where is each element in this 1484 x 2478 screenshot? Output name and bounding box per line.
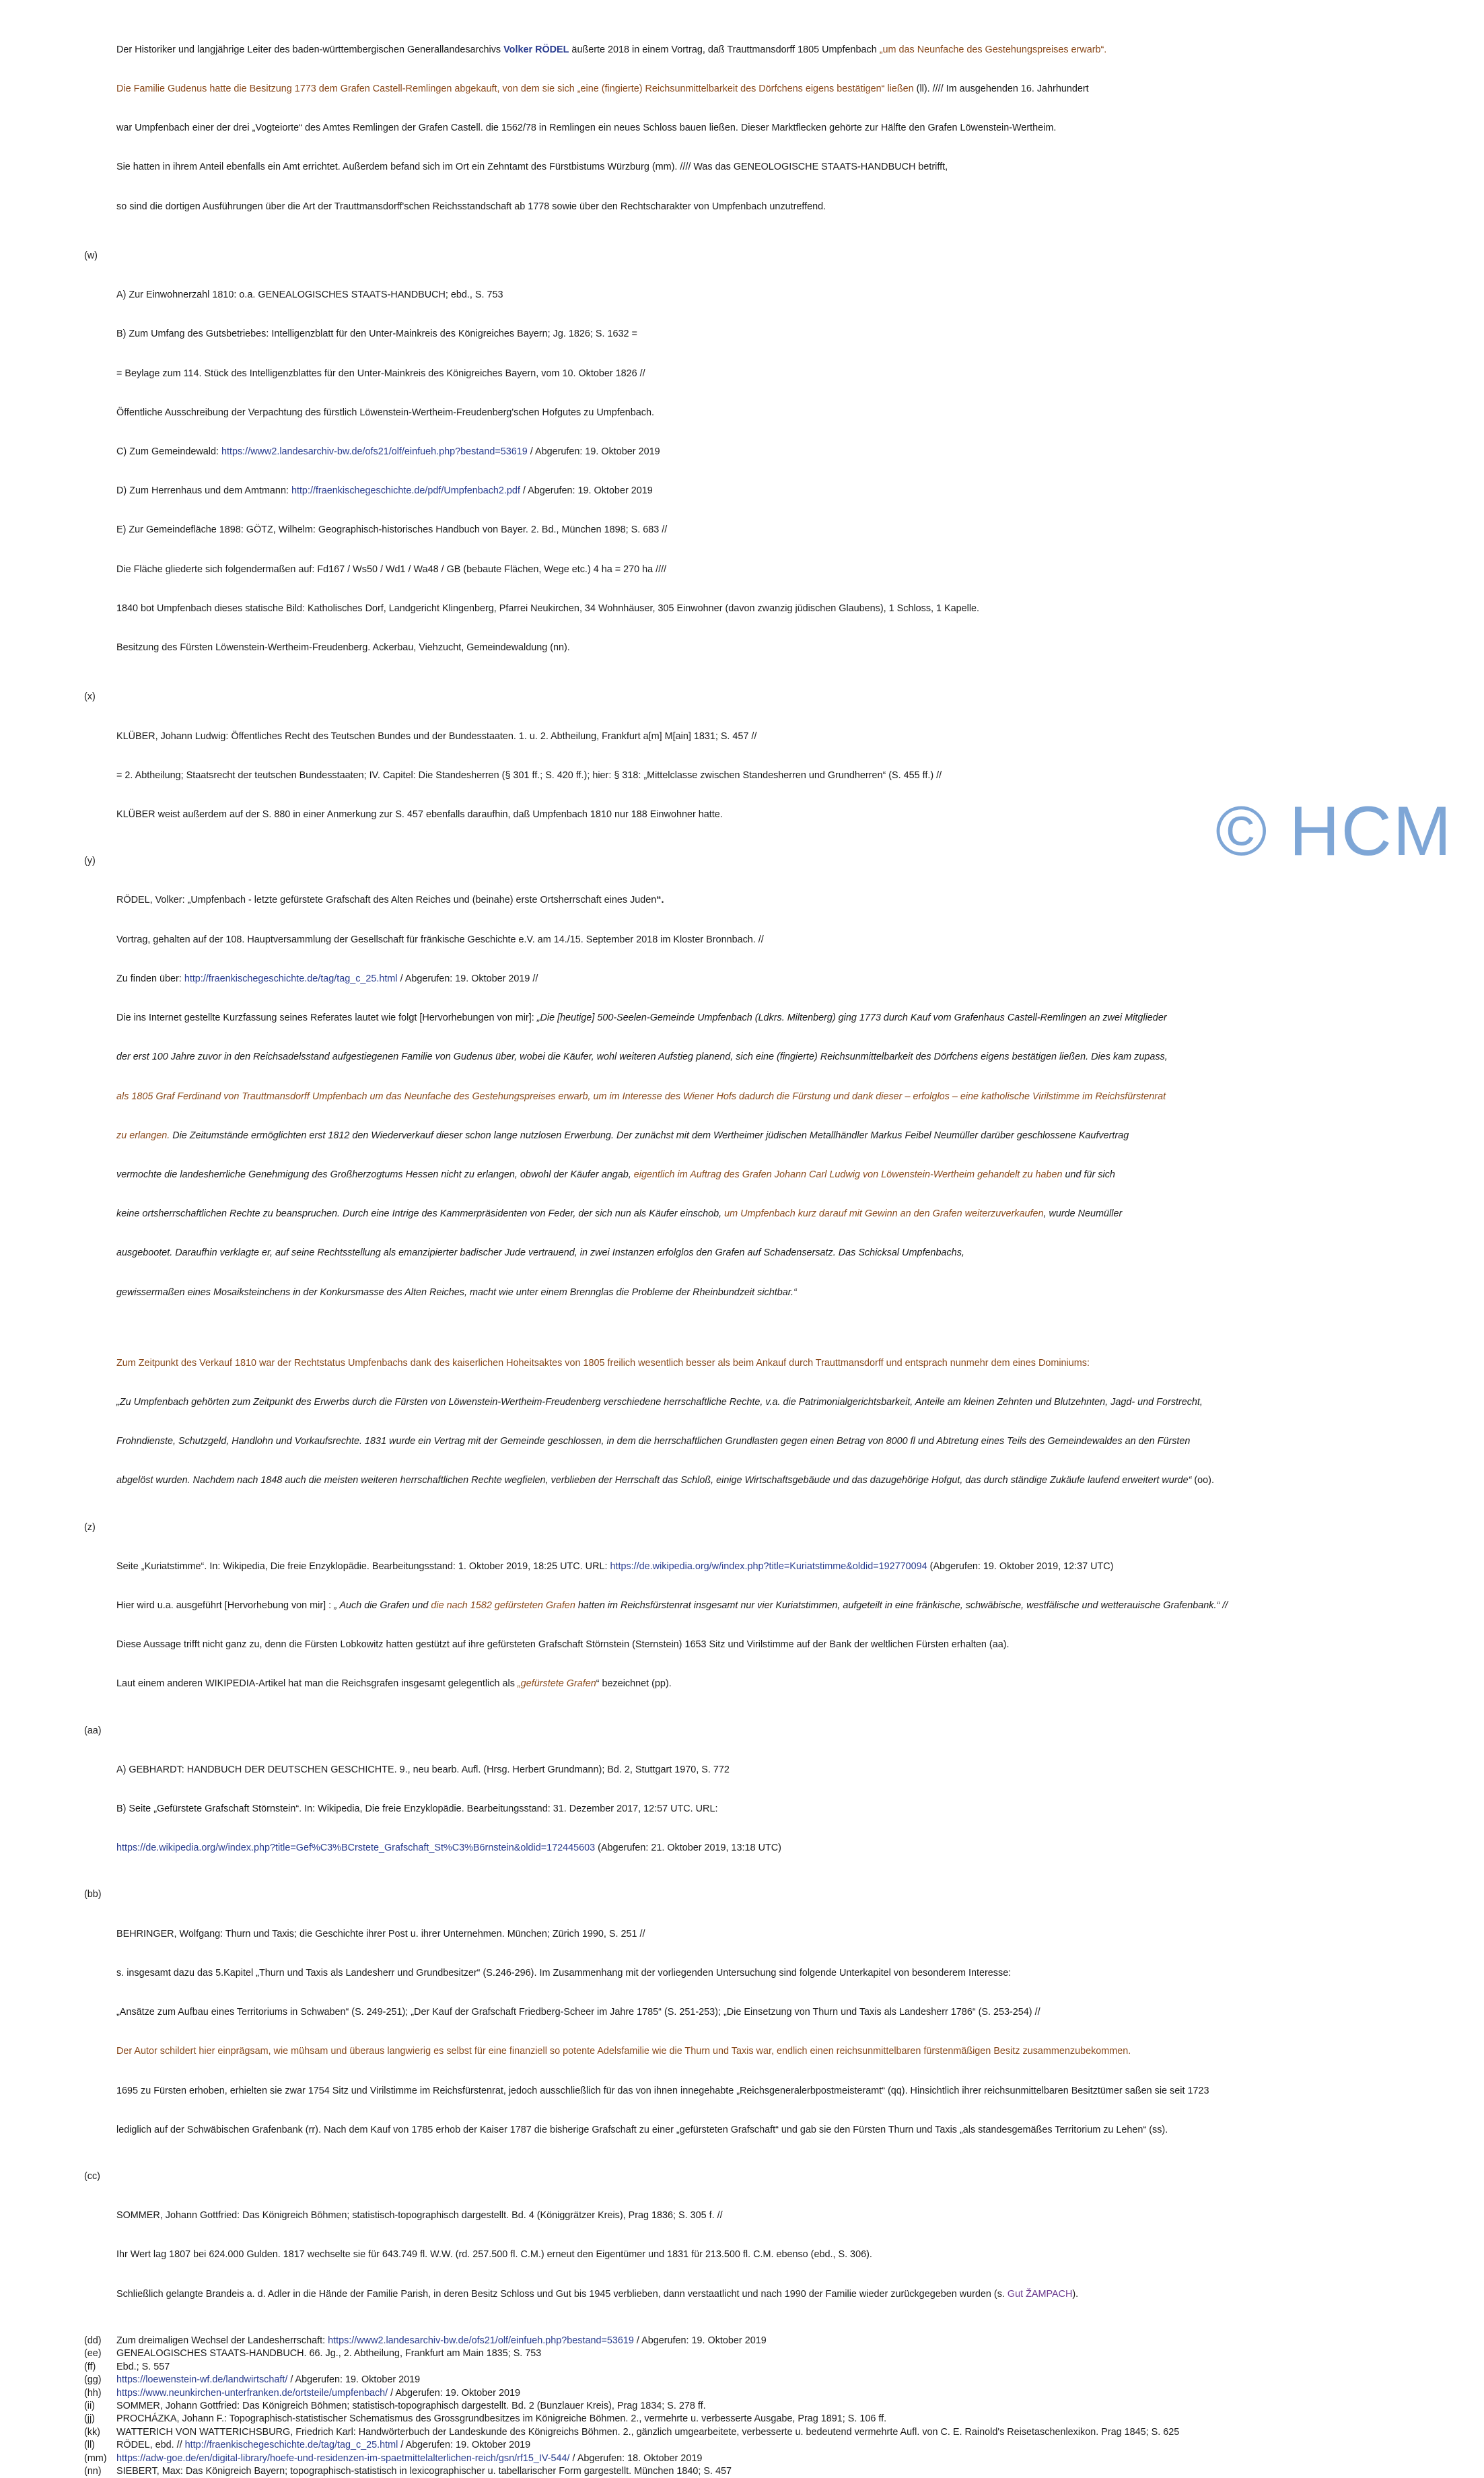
quote-highlight: „um das Neunfache des Gestehungspreises erwarb“.: [879, 44, 1107, 55]
footnote-label: (ee): [84, 2348, 102, 2360]
source-link[interactable]: https://de.wikipedia.org/w/index.php?title=Gef%C3%BCrstete_Grafschaft_St%C3%B6rnstein&oldid=172445603: [116, 1843, 596, 1854]
footnote-line: [116, 2374, 1484, 2386]
footnote-line: B) Seite „Gefürstete Grafschaft Störnstein“. In: Wikipedia, Die freie Enzyklopädie. Bearbeitungsstand: 31. Dezember 2017, 12:57 UTC. URL:: [116, 1803, 718, 1815]
footnote-line: [116, 1678, 1484, 1690]
footnote-text: Zu finden über:: [116, 973, 184, 984]
source-link[interactable]: https://www2.landesarchiv-bw.de/ofs21/olf/einfueh.php?bestand=53619: [328, 2335, 634, 2346]
footnote-bb: [0, 1888, 1484, 2163]
quote-highlight: eigentlich im Auftrag des Grafen Johann Carl Ludwig von Löwenstein-Wertheim gehandelt zu haben: [633, 1169, 1063, 1180]
footnote-label: (ii): [84, 2400, 95, 2411]
footnote-line: = 2. Abtheilung; Staatsrecht der teutschen Bundesstaaten; IV. Capitel: Die Standesherren (§ 301 ff.; S. 420 ff.); hier: § 318: „Mittelclasse zwischen Standesherren und Grundherren“ (S. 455 ff.) //: [116, 769, 942, 781]
footnote-text: (Abgerufen: 21. Oktober 2019, 13:18 UTC): [595, 1843, 781, 1854]
footnote-line: = Beylage zum 114. Stück des Intelligenzblattes für den Unter-Mainkreis des Königreiches Bayern, vom 10. Oktober 1826 //: [116, 368, 645, 379]
footnote-line: [116, 1560, 1484, 1573]
watermark-text: HCM: [1268, 792, 1453, 870]
footnote-line: s. insgesamt dazu das 5.Kapitel „Thurn und Taxis als Landesherr und Grundbesitzer“ (S.246-296). Im Zusammenhang mit der vorliegenden Untersuchung sind folgende Unterkapitel von besonderem Interesse:: [116, 1967, 1012, 1978]
quote-text: „ Auch die Grafen und: [334, 1599, 431, 1611]
source-link[interactable]: https://www.neunkirchen-unterfranken.de/ortsteile/umpfenbach/: [116, 2387, 388, 2399]
footnote-line: E) Zur Gemeindefläche 1898: GÖTZ, Wilhelm: Geographisch-historisches Handbuch von Bayer. 2. Bd., München 1898; S. 683 //: [116, 524, 668, 536]
quote-highlight: als 1805 Graf Ferdinand von Trauttmansdorff Umpfenbach um das Neunfache des Gestehungspreises erwarb, um im Interesse des Wiener Hofs dadurch die Fürstung und dank dieser – erfolglos – eine katholische Virilstimme im Reichsfürstenrat: [116, 1091, 1166, 1102]
footnote-line: [116, 2465, 1484, 2478]
quote-text: keine ortsherrschaftlichen Rechte zu beanspruchen. Durch eine Intrige des Kammerpräsidenten von Feder, der sich nun als Käufer einschob,: [116, 1208, 725, 1220]
intro-paragraph: [0, 18, 1484, 240]
footnote-text: (oo).: [1191, 1475, 1214, 1486]
footnote-label: (jj): [84, 2413, 95, 2425]
document-page: [0, 18, 1484, 2478]
footnote-line: [116, 973, 1484, 986]
footnote-line: [116, 485, 1484, 497]
footnote-entry: [0, 2387, 1484, 2400]
footnote-text: WATTERICH VON WATTERICHSBURG, Friedrich Karl: Handwörterbuch der Landeskunde des Königreichs Böhmen. 2., gänzlich umgearbeitete, verbesserte u. bedeutend vermehrte Aufl. von C. E. Rainold's Reisetaschenlexikon. Prag 1845; S. 625: [116, 2426, 1180, 2438]
cross-reference-link[interactable]: Gut ŽAMPACH: [1007, 2288, 1073, 2300]
footnote-label: (kk): [84, 2426, 100, 2438]
footnote-label: (w): [84, 250, 98, 261]
source-link[interactable]: https://adw-goe.de/en/digital-library/hoefe-und-residenzen-im-spaetmittelalterlichen-reich/gsn/rf15_IV-544/: [116, 2452, 570, 2464]
footnote-line: Ihr Wert lag 1807 bei 624.000 Gulden. 1817 wechselte sie für 643.749 fl. W.W. (rd. 257.500 fl. C.M.) erneut den Eigentümer und 1831 für 213.500 fl. C.M. ebenso (ebd., S. 306).: [116, 2249, 872, 2261]
footnote-line: [116, 1012, 1484, 1025]
footnote-text: C) Zum Gemeindewald:: [116, 446, 221, 457]
footnote-text: / Abgerufen: 18. Oktober 2019: [569, 2452, 703, 2464]
footnote-line: [116, 2452, 1484, 2465]
footnote-line: KLÜBER, Johann Ludwig: Öffentliches Recht des Teutschen Bundes und der Bundesstaaten. 1. u. 2. Abtheilung, Frankfurt a[m] M[ain] 1831; S. 457 //: [116, 730, 757, 742]
footnote-text: ).: [1072, 2288, 1079, 2300]
source-link[interactable]: http://fraenkischegeschichte.de/pdf/Umpfenbach2.pdf: [291, 485, 520, 497]
footnote-label: (y): [84, 856, 96, 867]
footnote-text: (Abgerufen: 19. Oktober 2019, 12:37 UTC): [927, 1560, 1114, 1572]
quote-highlight: um Umpfenbach kurz darauf mit Gewinn an den Grafen weiterzuverkaufen: [724, 1208, 1044, 1220]
footnote-text: GENEALOGISCHES STAATS-HANDBUCH. 66. Jg., 2. Abtheilung, Frankfurt am Main 1835; S. 753: [116, 2348, 542, 2360]
quote-line: ausgebootet. Daraufhin verklagte er, auf seine Rechtsstellung als emanzipierter badischer Jude vertrauend, in zwei Instanzen erfolglos den Grafen auf Schadensersatz. Das Schicksal Umpfenbachs,: [116, 1247, 964, 1259]
footnote-line: Besitzung des Fürsten Löwenstein-Wertheim-Freudenberg. Ackerbau, Viehzucht, Gemeindewaldung (nn).: [116, 642, 570, 654]
quote-highlight: die nach 1582 gefürsteten Grafen: [431, 1599, 575, 1611]
footnote-line: SOMMER, Johann Gottfried: Das Königreich Böhmen; statistisch-topographisch dargestellt. Bd. 4 (Königgrätzer Kreis), Prag 1836; S. 305 f. //: [116, 2210, 723, 2222]
author-name: Volker RÖDEL: [503, 44, 569, 55]
quote-line: [116, 1208, 1484, 1220]
quote-line: gewissermaßen eines Mosaiksteinchens in der Konkursmasse des Alten Reiches, macht wie unter einem Brennglas die Probleme der Rheinbundzeit sichtbar.“: [116, 1286, 797, 1298]
footnote-label: (dd): [84, 2335, 102, 2346]
footnote-text: SOMMER, Johann Gottfried: Das Königreich Böhmen; statistisch-topographisch dargestellt. Bd. 2 (Bunzlauer Kreis), Prag 1834; S. 278 ff.: [116, 2400, 706, 2411]
source-link[interactable]: https://de.wikipedia.org/w/index.php?title=Kuriatstimme&oldid=192770094: [610, 1560, 927, 1572]
intro-line-4: Sie hatten in ihrem Anteil ebenfalls ein Amt errichtet. Außerdem befand sich im Ort ein Zehntamt des Fürstbistums Würzburg (mm). //// Was das GENEOLOGISCHE STAATS-HANDBUCH betrifft,: [116, 162, 948, 173]
footnote-label: (gg): [84, 2374, 102, 2386]
footnote-line: A) Zur Einwohnerzahl 1810: o.a. GENEALOGISCHES STAATS-HANDBUCH; ebd., S. 753: [116, 289, 503, 301]
footnote-line: [116, 2400, 1484, 2413]
footnote-text: Die ins Internet gestellte Kurzfassung seines Referates lautet wie folgt [Hervorhebungen von mir]:: [116, 1012, 537, 1024]
quote-line: [116, 1169, 1484, 1181]
footnote-y: [0, 855, 1484, 1513]
source-link[interactable]: https://www2.landesarchiv-bw.de/ofs21/olf/einfueh.php?bestand=53619: [221, 446, 528, 457]
footnote-entry: [0, 2347, 1484, 2360]
footnote-text: RÖDEL, Volker: „Umpfenbach - letzte gefürstete Grafschaft des Alten Reiches und (beinahe) erste Ortsherrschaft eines Juden: [116, 895, 657, 906]
quote-text: , wurde Neumüller: [1043, 1208, 1123, 1220]
footnote-text: Laut einem anderen WIKIPEDIA-Artikel hat man die Reichsgrafen insgesamt gelegentlich als: [116, 1678, 518, 1690]
intro-line-2: [116, 83, 1484, 96]
quote-line: der erst 100 Jahre zuvor in den Reichsadelsstand aufgestiegenen Familie von Gudenus über, wobei die Käufer, wohl weiteren Aufstieg planend, sich eine (fingierte) Reichsunmittelbarkeit des Dörfchens eigens bestätigen ließen. Dies kam zupass,: [116, 1052, 1168, 1063]
footnote-line: [116, 1842, 1484, 1855]
footnote-text: Hier wird u.a. ausgeführt [Hervorhebung von mir] :: [116, 1599, 334, 1611]
footnote-line: 1695 zu Fürsten erhoben, erhielten sie zwar 1754 Sitz und Virilstimme im Reichsfürstenrat, jedoch ausschließlich für das von ihnen innegehabte „Reichsgeneralerbpostmeisteramt“ (qq). Hinsichtlich ihrer reichsunmittelbaren Besitztümer saßen sie seit 1723: [116, 2085, 1209, 2096]
quote-highlight: zu erlangen.: [116, 1130, 170, 1141]
footnote-text: D) Zum Herrenhaus und dem Amtmann:: [116, 485, 291, 497]
footnote-text: RÖDEL, ebd. //: [116, 2440, 185, 2451]
source-link[interactable]: https://loewenstein-wf.de/landwirtschaft/: [116, 2374, 288, 2386]
footnote-line: [116, 2387, 1484, 2400]
footnote-entry: [0, 2426, 1484, 2439]
footnote-line: „Ansätze zum Aufbau eines Territoriums in Schwaben“ (S. 249-251); „Der Kauf der Grafschaft Friedberg-Scheer im Jahre 1785“ (S. 251-253); „Die Einsetzung von Thurn und Taxis als Landesherr 1786“ (S. 253-254) //: [116, 2007, 1040, 2018]
footnote-line: [116, 2361, 1484, 2374]
quote-line: Frohndienste, Schutzgeld, Handlohn und Vorkaufsrechte. 1831 wurde ein Vertrag mit der Gemeinde geschlossen, in dem die herrschaftlichen Grundlasten gegen einen Betrag von 8000 fl und Abtretung eines Teils des Gemeindewaldes an den Fürsten: [116, 1436, 1191, 1447]
quote-line: [116, 1130, 1484, 1142]
footnote-line: [116, 1599, 1484, 1612]
footnote-line: lediglich auf der Schwäbischen Grafenbank (rr). Nach dem Kauf von 1785 erhob der Kaiser 1787 die bisherige Grafschaft zu einer „gefürsteten Grafschaft“ und gab sie den Fürsten Thurn und Taxis „als standesgemäßes Territorium zu Lehen“ (ss).: [116, 2124, 1168, 2135]
footnote-line: A) GEBHARDT: HANDBUCH DER DEUTSCHEN GESCHICHTE. 9., neu bearb. Aufl. (Hrsg. Herbert Grundmann); Bd. 2, Stuttgart 1970, S. 772: [116, 1764, 730, 1775]
footnote-line: BEHRINGER, Wolfgang: Thurn und Taxis; die Geschichte ihrer Post u. ihrer Unternehmen. München; Zürich 1990, S. 251 //: [116, 1928, 645, 1939]
footnote-text: “ bezeichnet (pp).: [596, 1678, 672, 1690]
footnote-text: “.: [656, 895, 664, 906]
footnote-cc: [0, 2170, 1484, 2327]
footnote-entry: [0, 2374, 1484, 2386]
footnote-text: PROCHÁZKA, Johann F.: Topographisch-statistischer Schematismus des Grossgrundbesitzes im Königreiche Böhmen. 2., vermehrte u. verbesserte Ausgabe, Prag 1891; S. 106 ff.: [116, 2413, 887, 2425]
quote-text: abgelöst wurden. Nachdem nach 1848 auch die meisten weiteren herrschaftlichen Rechte wegfielen, verblieben der Herrschaft das Schloß, einige Wirtschaftsgebäude und das dazugehörige Hofgut, das durch ständige Zukäufe laufend erweitert wurde“: [116, 1475, 1192, 1486]
footnote-line: B) Zum Umfang des Gutsbetriebes: Intelligenzblatt für den Unter-Mainkreis des Königreiches Bayern; Jg. 1826; S. 1632 =: [116, 329, 637, 340]
footnote-text: / Abgerufen: 19. Oktober 2019: [520, 485, 653, 497]
footnote-text: Ebd.; S. 557: [116, 2361, 170, 2372]
footnote-entry: [0, 2400, 1484, 2413]
footnote-label: (mm): [84, 2452, 107, 2464]
quote-line: „Zu Umpfenbach gehörten zum Zeitpunkt des Erwerbs durch die Fürsten von Löwenstein-Wertheim-Freudenberg verschiedene herrschaftliche Rechte, v.a. die Patrimonialgerichtsbarkeit, Anteile am kleinen Zehnten und Blutzehnten, Jagd- und Forstrecht,: [116, 1396, 1203, 1408]
footnote-text: / Abgerufen: 19. Oktober 2019: [527, 446, 660, 457]
footnote-line: [116, 2426, 1484, 2439]
emphasis-line: Der Autor schildert hier einprägsam, wie mühsam und überaus langwierig es selbst für eine finanziell so potente Adelsfamilie wie die Thurn und Taxis war, endlich einen reichsunmittelbaren fürstenmäßigen Besitz zusammenzubekommen.: [116, 2046, 1131, 2057]
footnote-text: / Abgerufen: 19. Oktober 2019: [398, 2440, 531, 2451]
footnote-line: [116, 2413, 1484, 2425]
footnote-text: Schließlich gelangte Brandeis a. d. Adler in die Hände der Familie Parish, in deren Besitz Schloss und Gut bis 1945 verblieben, dann verstaatlicht und nach 1990 der Familie wieder zurückgegeben wurden (s.: [116, 2288, 1008, 2300]
intro-text: Der Historiker und langjährige Leiter des baden-württembergischen Generallandesarchivs: [116, 44, 504, 55]
intro-line-5: so sind die dortigen Ausführungen über die Art der Trauttmansdorff'schen Reichsstandschaft ab 1778 sowie über den Rechtscharakter von Umpfenbach unzutreffend.: [116, 201, 826, 212]
intro-line-3: war Umpfenbach einer der drei „Vogteiorte“ des Amtes Remlingen der Grafen Castell. die 1562/78 in Remlingen ein neues Schloss bauen ließen. Dieser Marktflecken gehörte zur Hälfte den Grafen Löwenstein-Wertheim.: [116, 123, 1057, 134]
quote-text: hatten im Reichsfürstenrat insgesamt nur vier Kuriatstimmen, aufgeteilt in eine fränkische, schwäbische, westfälische und wetterauische Grafenbank.“ //: [575, 1599, 1228, 1611]
footnote-line: Diese Aussage trifft nicht ganz zu, denn die Fürsten Lobkowitz hatten gestützt auf ihre gefürsteten Grafschaft Störnstein (Sternstein) 1653 Sitz und Virilstimme auf der Bank der weltlichen Fürsten erhalten (aa).: [116, 1639, 1010, 1651]
footnote-entry: [0, 2439, 1484, 2452]
footnote-label: (nn): [84, 2465, 102, 2477]
source-link[interactable]: http://fraenkischegeschichte.de/tag/tag_c_25.html: [184, 973, 398, 984]
footnote-label: (ff): [84, 2361, 96, 2372]
footnote-list: [0, 2335, 1484, 2478]
footnote-entry: [0, 2452, 1484, 2465]
footnote-entry: [0, 2335, 1484, 2347]
footnote-z: [0, 1521, 1484, 1717]
footnote-line: Öffentliche Ausschreibung der Verpachtung des fürstlich Löwenstein-Wertheim-Freudenberg'schen Hofgutes zu Umpfenbach.: [116, 407, 654, 418]
footnote-text: / Abgerufen: 19. Oktober 2019 //: [397, 973, 538, 984]
footnote-text: / Abgerufen: 19. Oktober 2019: [388, 2387, 520, 2399]
footnote-line: [116, 446, 1484, 458]
footnote-text: SIEBERT, Max: Das Königreich Bayern; topographisch-statistisch in lexicographischer u. tabellarischer Form gargestellt. München 1840; S. 457: [116, 2465, 732, 2477]
intro-line-1: [116, 44, 1484, 57]
footnote-line: [116, 894, 1484, 907]
footnote-line: Vortrag, gehalten auf der 108. Hauptversammlung der Gesellschaft für fränkische Geschichte e.V. am 14./15. September 2018 im Kloster Bronnbach. //: [116, 934, 764, 945]
footnote-entry: [0, 2361, 1484, 2374]
copyright-icon: ©: [1215, 792, 1269, 870]
footnote-text: Seite „Kuriatstimme“. In: Wikipedia, Die freie Enzyklopädie. Bearbeitungsstand: 1. Oktober 2019, 18:25 UTC. URL:: [116, 1560, 610, 1572]
footnote-text: Zum dreimaligen Wechsel der Landesherrschaft:: [116, 2335, 328, 2346]
footnote-entry: [0, 2413, 1484, 2425]
footnote-label: (x): [84, 691, 96, 703]
emphasis-line: Zum Zeitpunkt des Verkauf 1810 war der Rechtstatus Umpfenbachs dank des kaiserlichen Hoheitsaktes von 1805 freilich wesentlich besser als beim Ankauf durch Trauttmansdorff und entsprach nunmehr dem eines Dominiums:: [116, 1357, 1090, 1369]
footnote-text: / Abgerufen: 19. Oktober 2019: [287, 2374, 421, 2386]
quote-text: vermochte die landesherrliche Genehmigung des Großherzogtums Hessen nicht zu erlangen, obwohl der Käufer angab,: [116, 1169, 634, 1180]
footnote-aa: [0, 1725, 1484, 1882]
footnote-line: [116, 2335, 1484, 2347]
source-link[interactable]: http://fraenkischegeschichte.de/tag/tag_c_25.html: [184, 2440, 398, 2451]
intro-text: äußerte 2018 in einem Vortrag, daß Trauttmansdorff 1805 Umpfenbach: [569, 44, 880, 55]
footnote-label: (bb): [84, 1889, 102, 1900]
footnote-line: KLÜBER weist außerdem auf der S. 880 in einer Anmerkung zur S. 457 ebenfalls daraufhin, daß Umpfenbach 1810 nur 188 Einwohner hatte.: [116, 808, 723, 820]
quote-highlight: „gefürstete Grafen: [517, 1678, 596, 1690]
footnote-w: [0, 250, 1484, 681]
footnote-label: (aa): [84, 1725, 102, 1736]
footnote-line: [116, 2347, 1484, 2360]
footnote-label: (hh): [84, 2387, 102, 2399]
footnote-label: (cc): [84, 2171, 100, 2182]
hcm-watermark: [1215, 792, 1453, 870]
footnote-label: (z): [84, 1521, 96, 1533]
footnote-text: / Abgerufen: 19. Oktober 2019: [633, 2335, 767, 2346]
footnote-label: (ll): [84, 2440, 95, 2451]
quote-line: [116, 1474, 1484, 1487]
footnote-line: Die Fläche gliederte sich folgendermaßen auf: Fd167 / Ws50 / Wd1 / Wa48 / GB (bebaute Flächen, Wege etc.) 4 ha = 270 ha ////: [116, 563, 667, 575]
intro-text: (ll). //// Im ausgehenden 16. Jahrhundert: [913, 83, 1089, 95]
quote-text: und für sich: [1062, 1169, 1115, 1180]
footnote-line: [116, 2288, 1484, 2301]
footnote-line: [116, 2439, 1484, 2452]
quote-highlight: Die Familie Gudenus hatte die Besitzung 1773 dem Grafen Castell-Remlingen abgekauft, von dem sie sich „eine (fingierte) Reichsunmittelbarkeit des Dörfchens eigens bestätigen“ ließen: [116, 83, 914, 95]
footnote-line: 1840 bot Umpfenbach dieses statische Bild: Katholisches Dorf, Landgericht Klingenberg, Pfarrei Neukirchen, 34 Wohnhäuser, 305 Einwohner (davon zwanzig jüdischen Glaubens), 1 Schloss, 1 Kapelle.: [116, 603, 980, 614]
footnote-entry: [0, 2465, 1484, 2478]
quote-text: „Die [heutige] 500-Seelen-Gemeinde Umpfenbach (Ldkrs. Miltenberg) ging 1773 durch Kauf vom Grafenhaus Castell-Remlingen an zwei Mitglieder: [536, 1012, 1167, 1024]
quote-text: Die Zeitumstände ermöglichten erst 1812 den Wiederverkauf dieser schon lange nutzlosen Erwerbung. Der zunächst mit dem Wertheimer jüdischen Metallhändler Markus Feibel Neumüller darüber geschlossene Kaufvertrag: [170, 1130, 1129, 1141]
